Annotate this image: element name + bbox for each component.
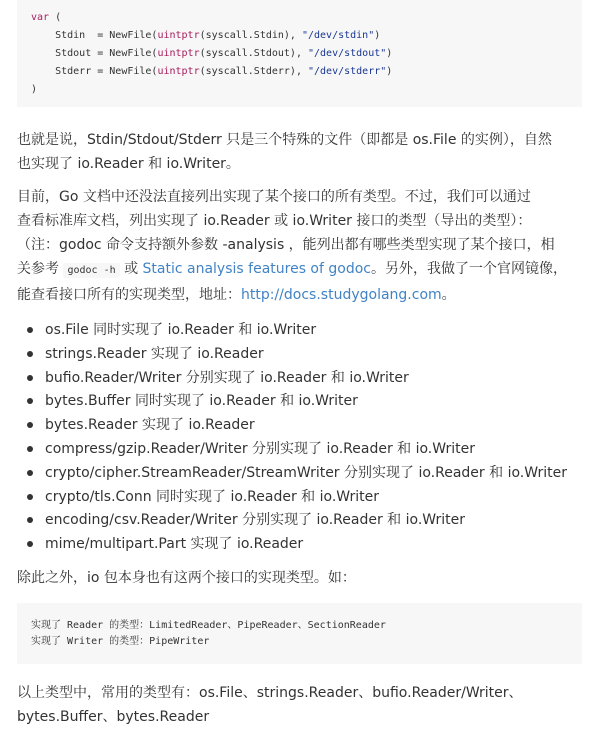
list-item: bytes.Reader 实现了 io.Reader bbox=[22, 413, 582, 437]
code-block-io-types bbox=[17, 603, 582, 664]
bullet-icon bbox=[27, 494, 33, 500]
paragraph-line: 查看标准库文档，列出实现了 io.Reader 或 io.Writer 接口的类型（导出的类型）： bbox=[17, 213, 532, 229]
code-keyword: var bbox=[31, 12, 50, 23]
list-item: crypto/tls.Conn 同时实现了 io.Reader 和 io.Writer bbox=[22, 485, 582, 509]
code-type: uintptr bbox=[157, 30, 200, 41]
paragraph-line: （注：godoc 命令支持额外参数 -analysis ，能列出都有哪些类型实现了某个接口，相 bbox=[17, 237, 555, 253]
paragraph-common-types bbox=[17, 681, 582, 729]
bullet-icon bbox=[27, 470, 33, 476]
paragraph-io-package bbox=[17, 566, 582, 590]
code-text: ( bbox=[49, 12, 62, 23]
paragraph-line: 能查看接口所有的实现类型，地址：http://docs.studygolang.com。 bbox=[17, 287, 456, 303]
docs-mirror-link[interactable]: http://docs.studygolang.com bbox=[241, 287, 442, 303]
code-function: NewFile( bbox=[109, 66, 158, 77]
code-text: ) bbox=[31, 84, 38, 95]
list-item: crypto/cipher.StreamReader/StreamWriter 分别实现了 io.Reader 和 io.Writer bbox=[22, 461, 582, 485]
static-analysis-link[interactable]: Static analysis features of godoc bbox=[142, 261, 371, 277]
paragraph-line: 目前，Go 文档中还没法直接列出实现了某个接口的所有类型。不过，我们可以通过 bbox=[17, 189, 531, 205]
bullet-icon bbox=[27, 398, 33, 404]
bullet-icon bbox=[27, 517, 33, 523]
code-identifier: Stdin bbox=[55, 30, 92, 41]
list-item: bytes.Buffer 同时实现了 io.Reader 和 io.Writer bbox=[22, 389, 582, 413]
paragraph-godoc-note bbox=[17, 185, 582, 307]
code-identifier: Stderr bbox=[55, 66, 92, 77]
code-line: Stderr = NewFile(uintptr(syscall.Stderr), "/dev/stderr") bbox=[55, 66, 393, 77]
code-line: Stdout = NewFile(uintptr(syscall.Stdout), "/dev/stdout") bbox=[55, 48, 393, 59]
code-line: 实现了 Writer 的类型：PipeWriter bbox=[31, 636, 210, 647]
list-item: os.File 同时实现了 io.Reader 和 io.Writer bbox=[22, 318, 582, 342]
paragraph-stdio-explanation bbox=[17, 128, 582, 176]
paragraph-line: 以上类型中，常用的类型有：os.File、strings.Reader、bufio.Reader/Writer、 bbox=[17, 685, 523, 701]
bullet-icon bbox=[27, 422, 33, 428]
bullet-icon bbox=[27, 541, 33, 547]
paragraph-line: 也就是说，Stdin/Stdout/Stderr 只是三个特殊的文件（即都是 os.File 的实例），自然 bbox=[17, 132, 552, 148]
code-string: "/dev/stdin" bbox=[301, 30, 375, 41]
code-string: "/dev/stdout" bbox=[307, 48, 387, 59]
bullet-icon bbox=[27, 375, 33, 381]
list-item: encoding/csv.Reader/Writer 分别实现了 io.Reader 和 io.Writer bbox=[22, 508, 582, 532]
code-function: NewFile( bbox=[109, 30, 158, 41]
list-item: mime/multipart.Part 实现了 io.Reader bbox=[22, 532, 582, 556]
code-type: uintptr bbox=[157, 48, 200, 59]
bullet-icon bbox=[27, 446, 33, 452]
bullet-icon bbox=[27, 351, 33, 357]
code-type: uintptr bbox=[157, 66, 200, 77]
code-string: "/dev/stderr" bbox=[307, 66, 387, 77]
code-line: Stdin = NewFile(uintptr(syscall.Stdin), "/dev/stdin") bbox=[55, 30, 381, 41]
code-line: 实现了 Reader 的类型：LimitedReader、PipeReader、SectionReader bbox=[31, 620, 386, 631]
list-item: strings.Reader 实现了 io.Reader bbox=[22, 342, 582, 366]
implementations-list bbox=[22, 318, 582, 556]
code-block-stdio bbox=[17, 0, 582, 107]
inline-code: godoc -h bbox=[63, 263, 119, 278]
list-item: compress/gzip.Reader/Writer 分别实现了 io.Reader 和 io.Writer bbox=[22, 437, 582, 461]
code-identifier: Stdout bbox=[55, 48, 92, 59]
paragraph-line: 也实现了 io.Reader 和 io.Writer。 bbox=[17, 156, 240, 172]
paragraph-line: 关参考 godoc -h 或 Static analysis features of godoc。另外，我做了一个官网镜像， bbox=[17, 261, 567, 277]
code-line bbox=[31, 9, 582, 27]
paragraph-line: bytes.Buffer、bytes.Reader bbox=[17, 709, 210, 725]
bullet-icon bbox=[27, 327, 33, 333]
code-function: NewFile( bbox=[109, 48, 158, 59]
paragraph-line: 除此之外，io 包本身也有这两个接口的实现类型。如： bbox=[17, 570, 356, 586]
code-line bbox=[31, 81, 582, 99]
list-item: bufio.Reader/Writer 分别实现了 io.Reader 和 io.Writer bbox=[22, 366, 582, 390]
